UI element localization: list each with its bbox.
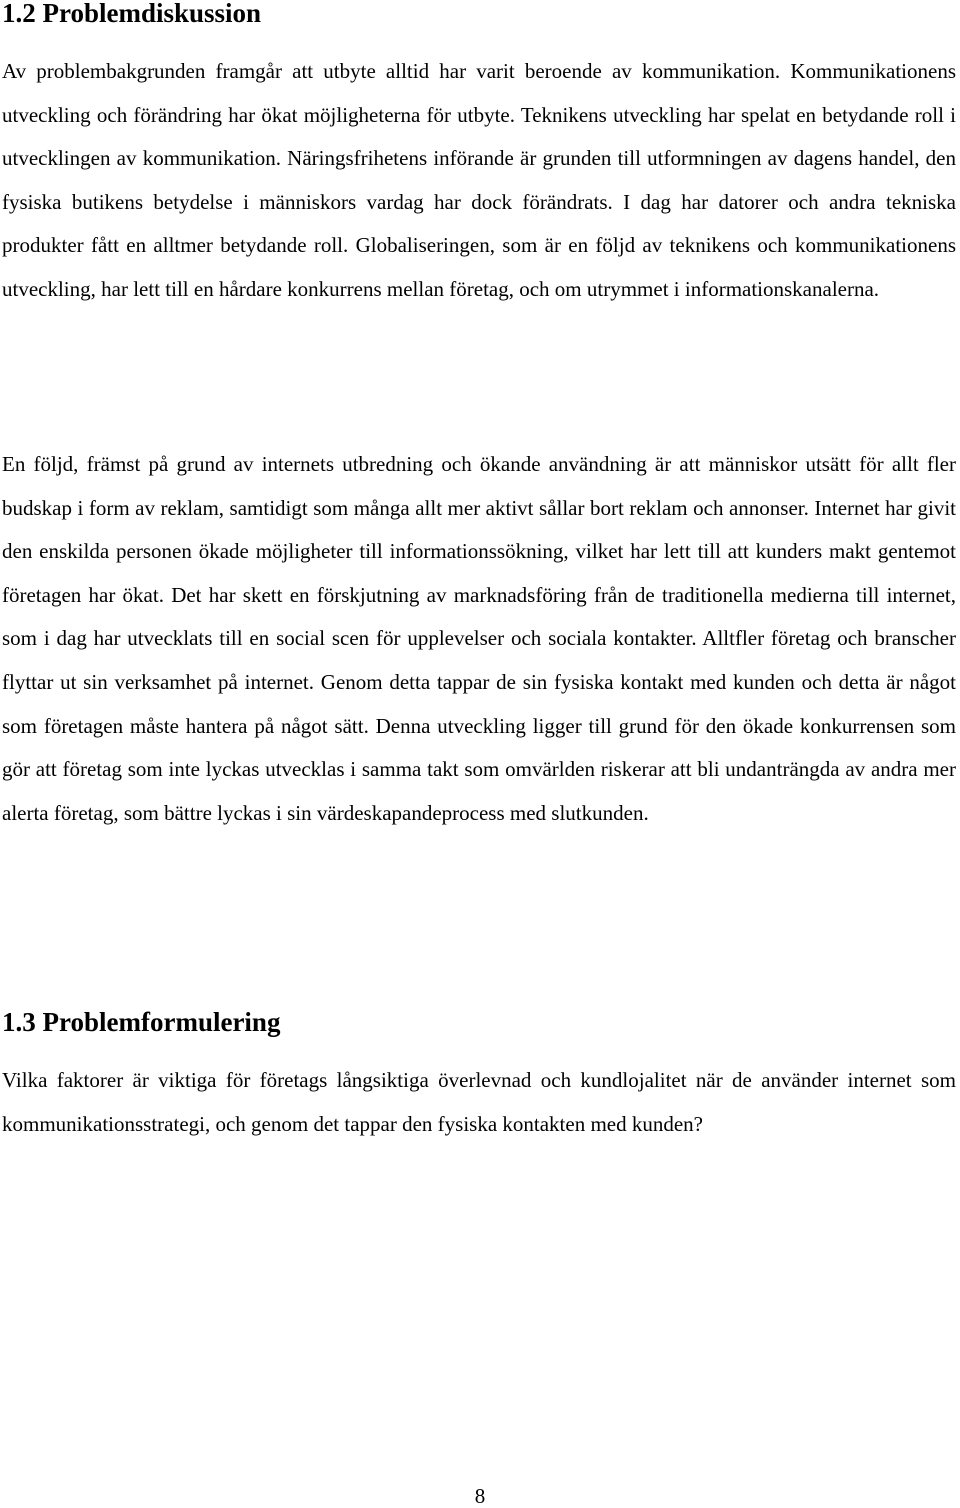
section-heading-problemformulering: 1.3 Problemformulering xyxy=(2,1007,281,1037)
paragraph-problemdiskussion-1: Av problembakgrunden framgår att utbyte alltid har varit beroende av kommunikation. Kommunikationens utveckling och förändring har ökat möjligheterna för utbyte. Teknikens utveckling har spelat en betydande roll i utvecklingen av kommunikation. Näringsfrihetens införande är grunden till utformningen av dagens handel, den fysiska butikens betydelse i människors vardag har dock förändrats. I dag har datorer och andra tekniska produkter fått en alltmer betydande roll. Globaliseringen, som är en följd av teknikens och kommunikationens utveckling, har lett till en hårdare konkurrens mellan företag, och om utrymmet i informationskanalerna. xyxy=(2,59,956,301)
paragraph-problemdiskussion-2: En följd, främst på grund av internets utbredning och ökande användning är att människor utsätt för allt fler budskap i form av reklam, samtidigt som många allt mer aktivt sållar bort reklam och annonser. Internet har givit den enskilda personen ökade möjligheter till informationssökning, vilket har lett till att kunders makt gentemot företagen har ökat. Det har skett en förskjutning av marknadsföring från de traditionella medierna till internet, som i dag har utvecklats till en social scen för upplevelser och sociala kontakter. Alltfler företag och branscher flyttar ut sin verksamhet på internet. Genom detta tappar de sin fysiska kontakt med kunden och detta är något som företagen måste hantera på något sätt. Denna utveckling ligger till grund för den ökade konkurrensen som gör att företag som inte lyckas utvecklas i samma takt som omvärlden riskerar att bli undanträngda av andra mer alerta företag, som bättre lyckas i sin värdeskapandeprocess med slutkunden. xyxy=(2,452,956,825)
section-heading-problemdiskussion: 1.2 Problemdiskussion xyxy=(2,0,262,28)
paragraph-problemformulering: Vilka faktorer är viktiga för företags långsiktiga överlevnad och kundlojalitet när de använder internet som kommunikationsstrategi, och genom det tappar den fysiska kontakten med kunden? xyxy=(2,1068,956,1136)
page-number: 8 xyxy=(474,1484,486,1508)
